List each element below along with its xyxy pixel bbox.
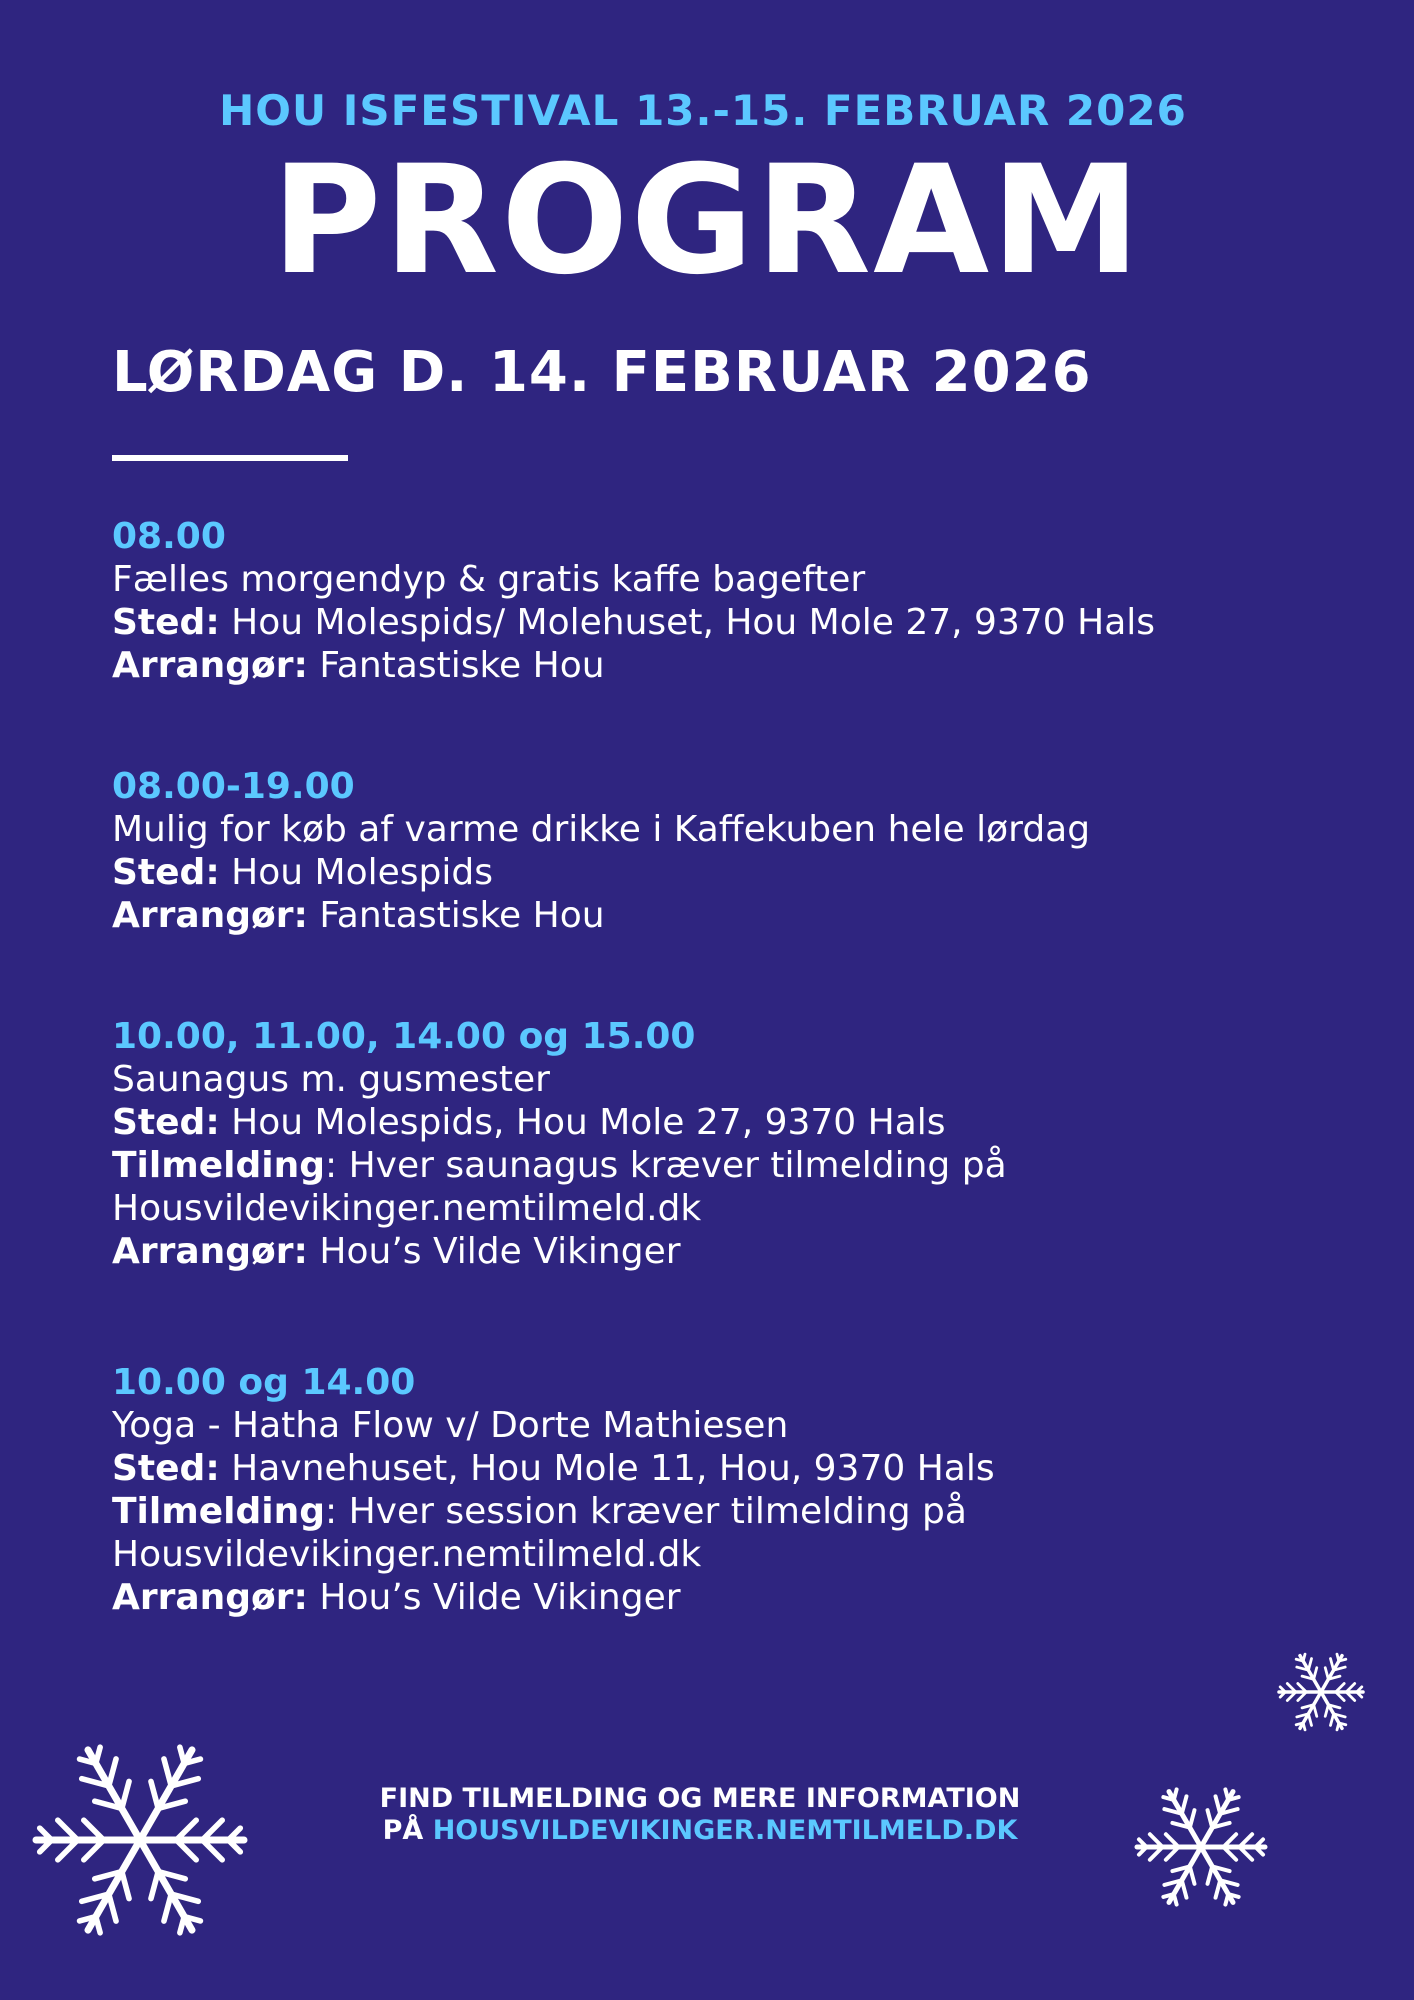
event-description: Yoga - Hatha Flow v/ Dorte Mathiesen <box>112 1405 789 1446</box>
event-description: Fælles morgendyp & gratis kaffe bagefter <box>112 559 866 600</box>
festival-subtitle: HOU ISFESTIVAL 13.-15. FEBRUAR 2026 <box>219 86 1187 135</box>
event-item <box>112 1015 1312 1273</box>
place-label: Sted: <box>112 852 220 893</box>
place-value: Hou Molespids, Hou Mole 27, 9370 Hals <box>231 1102 946 1143</box>
place-value: Hou Molespids <box>231 852 493 893</box>
event-organizer <box>112 1230 1312 1273</box>
day-heading: LØRDAG D. 14. FEBRUAR 2026 <box>112 340 1092 405</box>
page-title: PROGRAM <box>271 134 1143 308</box>
snowflake-icon <box>1272 1648 1370 1736</box>
event-organizer <box>112 1576 1312 1619</box>
organizer-value: Hou’s Vilde Vikinger <box>319 1231 681 1272</box>
place-label: Sted: <box>112 1448 220 1489</box>
event-time: 08.00-19.00 <box>112 766 355 807</box>
event-description: Saunagus m. gusmester <box>112 1059 550 1100</box>
event-place <box>112 851 1312 894</box>
organizer-value: Hou’s Vilde Vikinger <box>319 1577 681 1618</box>
organizer-value: Fantastiske Hou <box>319 645 605 686</box>
footer-line-1: FIND TILMELDING OG MERE INFORMATION <box>379 1783 1021 1814</box>
event-description: Mulig for køb af varme drikke i Kaffekuben hele lørdag <box>112 809 1091 850</box>
place-value: Havnehuset, Hou Mole 11, Hou, 9370 Hals <box>231 1448 995 1489</box>
event-place <box>112 1101 1312 1144</box>
event-list <box>112 515 1312 1697</box>
event-signup-url[interactable]: Housvildevikinger.nemtilmeld.dk <box>112 1188 702 1229</box>
place-label: Sted: <box>112 602 220 643</box>
event-organizer <box>112 894 1312 937</box>
snowflake-icon <box>22 1732 258 1948</box>
event-signup-url[interactable]: Housvildevikinger.nemtilmeld.dk <box>112 1534 702 1575</box>
organizer-label: Arrangør: <box>112 645 308 686</box>
place-label: Sted: <box>112 1102 220 1143</box>
organizer-label: Arrangør: <box>112 895 308 936</box>
event-item <box>112 1361 1312 1619</box>
snowflake-icon <box>1128 1780 1274 1914</box>
event-time: 08.00 <box>112 516 226 557</box>
signup-text: : Hver session kræver tilmelding på <box>325 1491 967 1532</box>
signup-label: Tilmelding <box>112 1491 326 1532</box>
organizer-label: Arrangør: <box>112 1577 308 1618</box>
footer-link[interactable]: HOUSVILDEVIKINGER.NEMTILMELD.DK <box>432 1815 1018 1846</box>
place-value: Hou Molespids/ Molehuset, Hou Mole 27, 9370 Hals <box>231 602 1156 643</box>
organizer-label: Arrangør: <box>112 1231 308 1272</box>
event-time: 10.00 og 14.00 <box>112 1362 416 1403</box>
footer-prefix: PÅ <box>382 1815 433 1846</box>
organizer-value: Fantastiske Hou <box>319 895 605 936</box>
event-signup <box>112 1144 1312 1187</box>
event-item <box>112 515 1312 687</box>
event-place <box>112 1447 1312 1490</box>
signup-text: : Hver saunagus kræver tilmelding på <box>325 1145 1007 1186</box>
event-item <box>112 765 1312 937</box>
signup-label: Tilmelding <box>112 1145 326 1186</box>
event-place <box>112 601 1312 644</box>
event-signup <box>112 1490 1312 1533</box>
divider <box>112 455 348 461</box>
event-organizer <box>112 644 1312 687</box>
event-time: 10.00, 11.00, 14.00 og 15.00 <box>112 1016 696 1057</box>
